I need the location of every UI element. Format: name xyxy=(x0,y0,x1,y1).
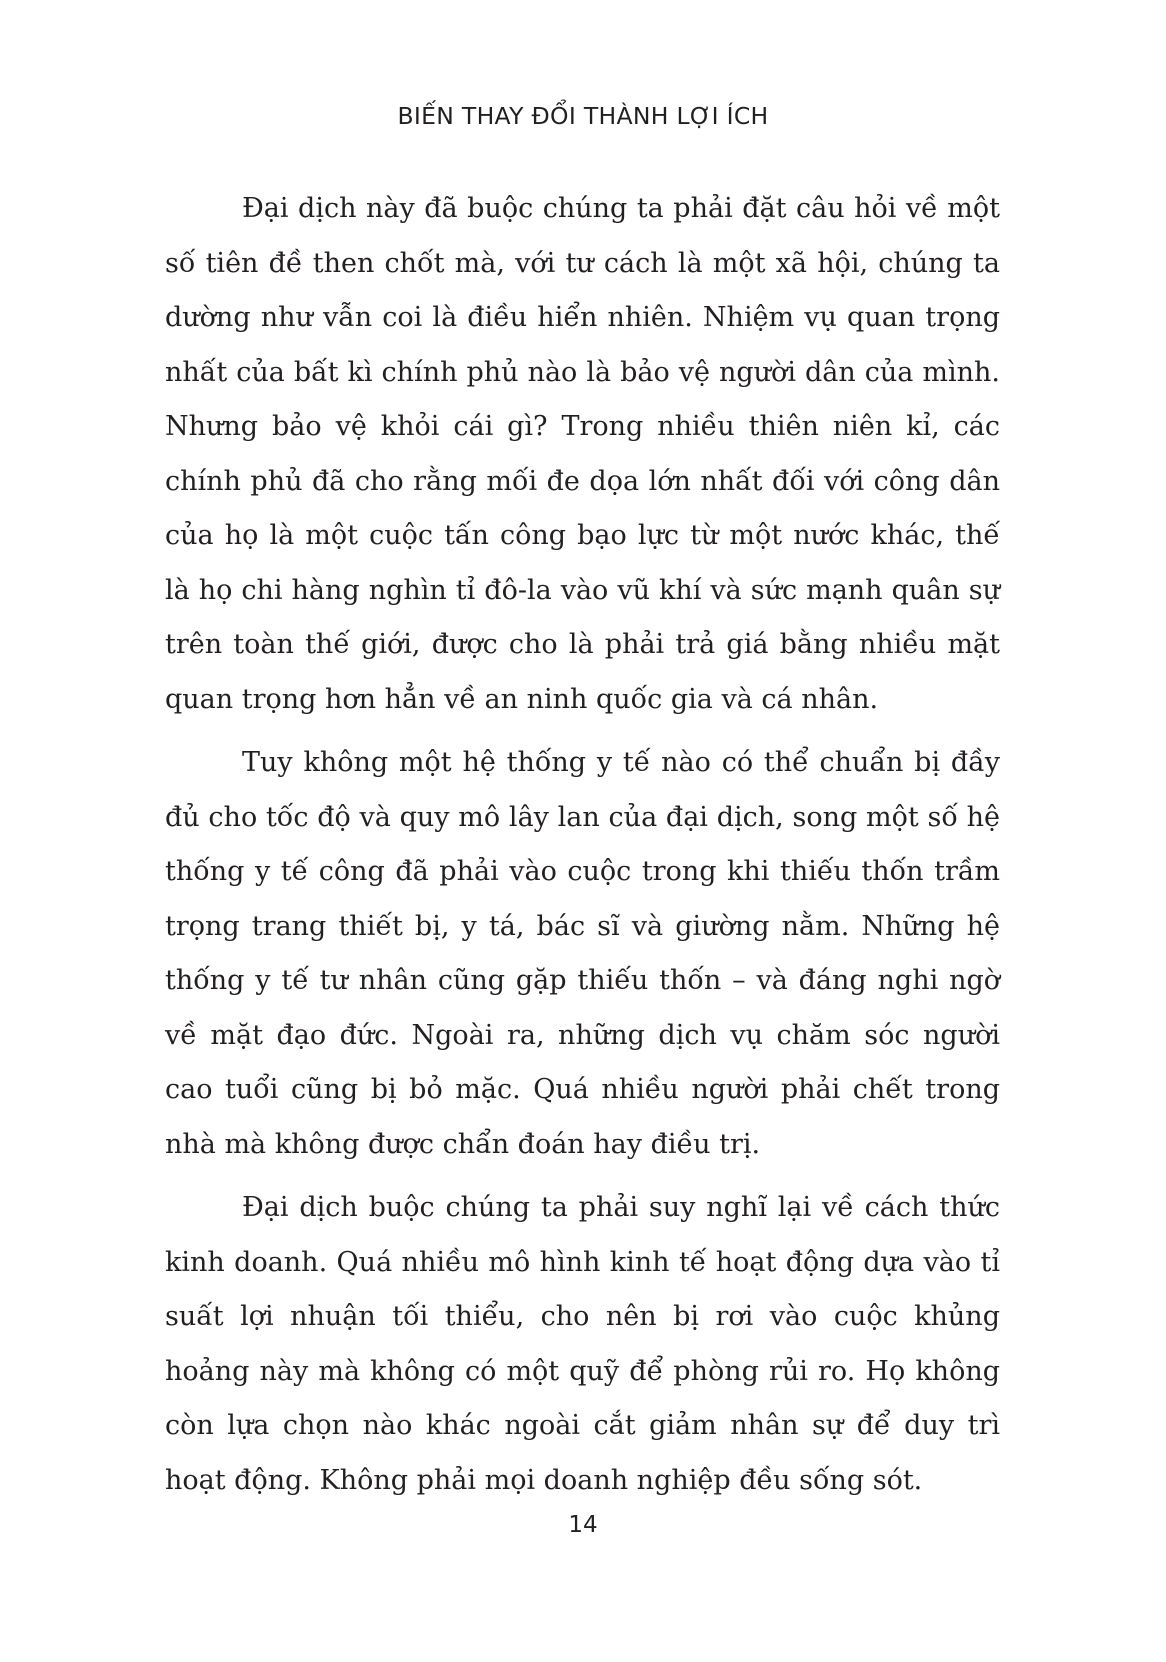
running-header: BIẾN THAY ĐỔI THÀNH LỢI ÍCH xyxy=(397,102,769,130)
page-number: 14 xyxy=(568,1512,598,1538)
paragraph: Đại dịch buộc chúng ta phải suy nghĩ lại về cách thức kinh doanh. Quá nhiều mô hình kinh tế hoạt động dựa vào tỉ suất lợi nhuận tối thiểu, cho nên bị rơi vào cuộc khủng hoảng này mà không có một quỹ để phòng rủi ro. Họ không còn lựa chọn nào khác ngoài cắt giảm nhân sự để duy trì hoạt động. Không phải mọi doanh nghiệp đều sống sót. xyxy=(165,1192,1000,1496)
paragraph: Đại dịch này đã buộc chúng ta phải đặt câu hỏi về một số tiên đề then chốt mà, với tư cách là một xã hội, chúng ta dường như vẫn coi là điều hiển nhiên. Nhiệm vụ quan trọng nhất của bất kì chính phủ nào là bảo vệ người dân của mình. Nhưng bảo vệ khỏi cái gì? Trong nhiều thiên niên kỉ, các chính phủ đã cho rằng mối đe dọa lớn nhất đối với công dân của họ là một cuộc tấn công bạo lực từ một nước khác, thế là họ chi hàng nghìn tỉ đô-la vào vũ khí và sức mạnh quân sự trên toàn thế giới, được cho là phải trả giá bằng nhiều mặt quan trọng hơn hẳn về an ninh quốc gia và cá nhân. xyxy=(165,193,1000,715)
paragraph: Tuy không một hệ thống y tế nào có thể chuẩn bị đầy đủ cho tốc độ và quy mô lây lan của đại dịch, song một số hệ thống y tế công đã phải vào cuộc trong khi thiếu thốn trầm trọng trang thiết bị, y tá, bác sĩ và giường nằm. Những hệ thống y tế tư nhân cũng gặp thiếu thốn – và đáng nghi ngờ về mặt đạo đức. Ngoài ra, những dịch vụ chăm sóc người cao tuổi cũng bị bỏ mặc. Quá nhiều người phải chết trong nhà mà không được chẩn đoán hay điều trị. xyxy=(165,747,1000,1160)
body-text xyxy=(165,182,1000,1517)
